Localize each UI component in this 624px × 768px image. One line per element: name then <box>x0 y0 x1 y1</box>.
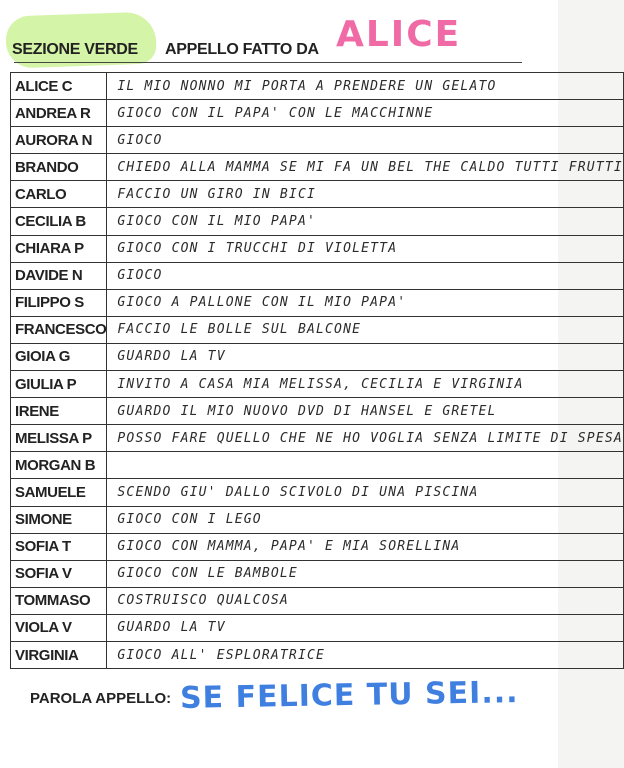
student-answer: GIOCO <box>107 127 624 154</box>
student-answer: FACCIO UN GIRO IN BICI <box>107 181 624 208</box>
student-name: VIOLA V <box>11 614 107 641</box>
student-answer: CHIEDO ALLA MAMMA SE MI FA UN BEL THE CALDO TUTTI FRUTTI <box>107 154 624 181</box>
student-name: BRANDO <box>11 154 107 181</box>
student-name: CECILIA B <box>11 208 107 235</box>
student-answer: GIOCO CON MAMMA, PAPA' E MIA SORELLINA <box>107 533 624 560</box>
student-answer: FACCIO LE BOLLE SUL BALCONE <box>107 316 624 343</box>
student-name: ANDREA R <box>11 100 107 127</box>
appello-author: ALICE <box>336 14 462 55</box>
table-row <box>11 560 624 587</box>
table-row <box>11 506 624 533</box>
table-row <box>11 425 624 452</box>
footer-phrase: SE FELICE TU SEI... <box>179 675 519 716</box>
student-name: MORGAN B <box>11 452 107 479</box>
student-answer: GIOCO ALL' ESPLORATRICE <box>107 641 624 668</box>
student-name: SIMONE <box>11 506 107 533</box>
table-row <box>11 262 624 289</box>
student-answer: SCENDO GIU' DALLO SCIVOLO DI UNA PISCINA <box>107 479 624 506</box>
student-name: CARLO <box>11 181 107 208</box>
student-answer: GIOCO CON LE BAMBOLE <box>107 560 624 587</box>
student-name: MELISSA P <box>11 425 107 452</box>
student-name: GIULIA P <box>11 371 107 398</box>
appello-label: APPELLO FATTO DA <box>165 41 319 58</box>
student-name: TOMMASO <box>11 587 107 614</box>
student-name: SAMUELE <box>11 479 107 506</box>
table-row <box>11 316 624 343</box>
student-answer: COSTRUISCO QUALCOSA <box>107 587 624 614</box>
table-row <box>11 533 624 560</box>
student-name: VIRGINIA <box>11 641 107 668</box>
student-answer: GUARDO LA TV <box>107 343 624 370</box>
student-answer: POSSO FARE QUELLO CHE NE HO VOGLIA SENZA LIMITE DI SPESA <box>107 425 624 452</box>
student-name: SOFIA T <box>11 533 107 560</box>
student-name: FILIPPO S <box>11 289 107 316</box>
roll-call-table <box>10 72 624 669</box>
section-highlight <box>5 11 157 68</box>
student-name: FRANCESCO <box>11 316 107 343</box>
table-row <box>11 127 624 154</box>
table-row <box>11 181 624 208</box>
footer-label: PAROLA APPELLO: <box>30 690 172 707</box>
table-row <box>11 641 624 668</box>
table-row <box>11 208 624 235</box>
student-name: SOFIA V <box>11 560 107 587</box>
student-name: GIOIA G <box>11 343 107 370</box>
student-answer: INVITO A CASA MIA MELISSA, CECILIA E VIRGINIA <box>107 371 624 398</box>
student-name: CHIARA P <box>11 235 107 262</box>
student-answer: GIOCO CON IL PAPA' CON LE MACCHINNE <box>107 100 624 127</box>
table-row <box>11 73 624 100</box>
table-row <box>11 289 624 316</box>
student-answer: GIOCO CON I LEGO <box>107 506 624 533</box>
student-answer: GIOCO <box>107 262 624 289</box>
table-row <box>11 398 624 425</box>
student-answer: GIOCO CON I TRUCCHI DI VIOLETTA <box>107 235 624 262</box>
table-row <box>11 154 624 181</box>
table-row <box>11 100 624 127</box>
student-answer: GIOCO A PALLONE CON IL MIO PAPA' <box>107 289 624 316</box>
student-name: IRENE <box>11 398 107 425</box>
table-row <box>11 587 624 614</box>
student-answer: GUARDO LA TV <box>107 614 624 641</box>
table-row <box>11 371 624 398</box>
student-answer: GIOCO CON IL MIO PAPA' <box>107 208 624 235</box>
section-title: SEZIONE VERDE <box>12 41 138 58</box>
student-name: ALICE C <box>11 73 107 100</box>
student-answer <box>107 452 624 479</box>
table-row <box>11 479 624 506</box>
table-row <box>11 343 624 370</box>
header-underline <box>14 62 522 63</box>
student-name: DAVIDE N <box>11 262 107 289</box>
table-row <box>11 235 624 262</box>
student-answer: IL MIO NONNO MI PORTA A PRENDERE UN GELATO <box>107 73 624 100</box>
student-answer: GUARDO IL MIO NUOVO DVD DI HANSEL E GRETEL <box>107 398 624 425</box>
table-row <box>11 614 624 641</box>
table-row <box>11 452 624 479</box>
student-name: AURORA N <box>11 127 107 154</box>
